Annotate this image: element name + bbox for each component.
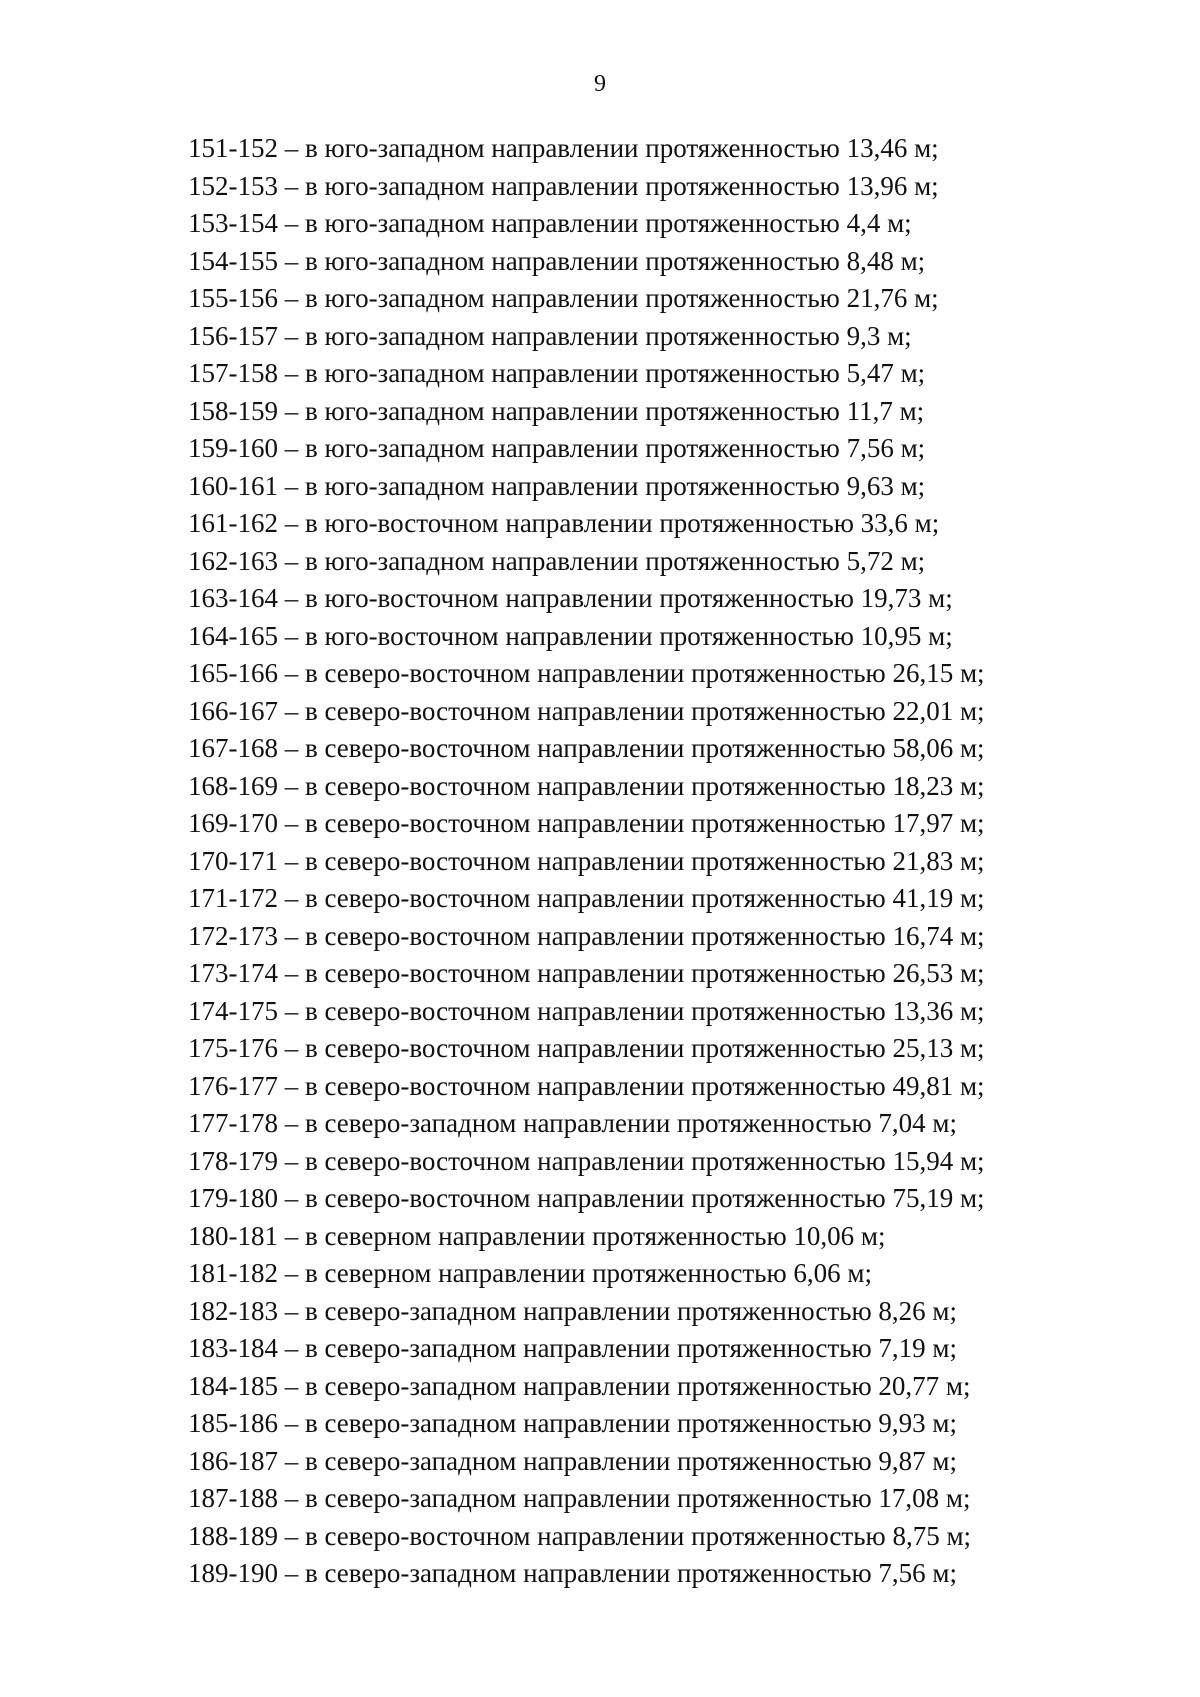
segment-line: 186-187 – в северо-западном направлении протяженностью 9,87 м; bbox=[188, 1445, 957, 1476]
segment-line: 172-173 – в северо-восточном направлении протяженностью 16,74 м; bbox=[188, 920, 985, 951]
segment-line: 160-161 – в юго-западном направлении протяженностью 9,63 м; bbox=[188, 470, 926, 501]
segment-line: 176-177 – в северо-восточном направлении протяженностью 49,81 м; bbox=[188, 1070, 985, 1101]
segment-line: 177-178 – в северо-западном направлении протяженностью 7,04 м; bbox=[188, 1108, 957, 1138]
page-number: 9 bbox=[594, 71, 606, 97]
segment-line: 184-185 – в северо-западном направлении протяженностью 20,77 м; bbox=[188, 1370, 971, 1401]
segment-line: 181-182 – в северном направлении протяженностью 6,06 м; bbox=[188, 1258, 873, 1288]
segment-line: 173-174 – в северо-восточном направлении протяженностью 26,53 м; bbox=[188, 958, 985, 988]
segment-line: 174-175 – в северо-восточном направлении протяженностью 13,36 м; bbox=[188, 995, 985, 1026]
segment-line: 168-169 – в северо-восточном направлении протяженностью 18,23 м; bbox=[188, 770, 985, 801]
segment-line: 159-160 – в юго-западном направлении протяженностью 7,56 м; bbox=[188, 433, 926, 463]
segment-line: 179-180 – в северо-восточном направлении протяженностью 75,19 м; bbox=[188, 1183, 985, 1213]
segment-line: 158-159 – в юго-западном направлении протяженностью 11,7 м; bbox=[188, 395, 925, 426]
segment-line: 152-153 – в юго-западном направлении протяженностью 13,96 м; bbox=[188, 170, 939, 201]
segment-line: 162-163 – в юго-западном направлении протяженностью 5,72 м; bbox=[188, 545, 926, 576]
boundary-segment-list bbox=[188, 130, 1148, 1593]
segment-line: 170-171 – в северо-восточном направлении протяженностью 21,83 м; bbox=[188, 845, 985, 876]
segment-line: 166-167 – в северо-восточном направлении протяженностью 22,01 м; bbox=[188, 695, 985, 726]
segment-line: 167-168 – в северо-восточном направлении протяженностью 58,06 м; bbox=[188, 733, 985, 763]
segment-line: 153-154 – в юго-западном направлении протяженностью 4,4 м; bbox=[188, 208, 912, 238]
segment-line: 187-188 – в северо-западном направлении протяженностью 17,08 м; bbox=[188, 1483, 971, 1513]
segment-line: 169-170 – в северо-восточном направлении протяженностью 17,97 м; bbox=[188, 808, 985, 838]
segment-line: 182-183 – в северо-западном направлении протяженностью 8,26 м; bbox=[188, 1295, 957, 1326]
segment-line: 164-165 – в юго-восточном направлении протяженностью 10,95 м; bbox=[188, 620, 953, 651]
segment-line: 188-189 – в северо-восточном направлении протяженностью 8,75 м; bbox=[188, 1520, 972, 1551]
segment-line: 163-164 – в юго-восточном направлении протяженностью 19,73 м; bbox=[188, 583, 953, 613]
segment-line: 157-158 – в юго-западном направлении протяженностью 5,47 м; bbox=[188, 358, 926, 388]
segment-line: 165-166 – в северо-восточном направлении протяженностью 26,15 м; bbox=[188, 658, 985, 688]
segment-line: 178-179 – в северо-восточном направлении протяженностью 15,94 м; bbox=[188, 1145, 985, 1176]
segment-line: 175-176 – в северо-восточном направлении протяженностью 25,13 м; bbox=[188, 1033, 985, 1063]
segment-line: 154-155 – в юго-западном направлении протяженностью 8,48 м; bbox=[188, 245, 926, 276]
segment-line: 185-186 – в северо-западном направлении протяженностью 9,93 м; bbox=[188, 1408, 957, 1438]
segment-line: 151-152 – в юго-западном направлении протяженностью 13,46 м; bbox=[188, 133, 939, 163]
segment-line: 155-156 – в юго-западном направлении протяженностью 21,76 м; bbox=[188, 283, 939, 313]
segment-line: 183-184 – в северо-западном направлении протяженностью 7,19 м; bbox=[188, 1333, 957, 1363]
segment-line: 180-181 – в северном направлении протяженностью 10,06 м; bbox=[188, 1220, 886, 1251]
segment-line: 156-157 – в юго-западном направлении протяженностью 9,3 м; bbox=[188, 320, 912, 351]
segment-line: 161-162 – в юго-восточном направлении протяженностью 33,6 м; bbox=[188, 508, 940, 538]
segment-line: 189-190 – в северо-западном направлении протяженностью 7,56 м; bbox=[188, 1558, 957, 1588]
segment-line: 171-172 – в северо-восточном направлении протяженностью 41,19 м; bbox=[188, 883, 985, 913]
